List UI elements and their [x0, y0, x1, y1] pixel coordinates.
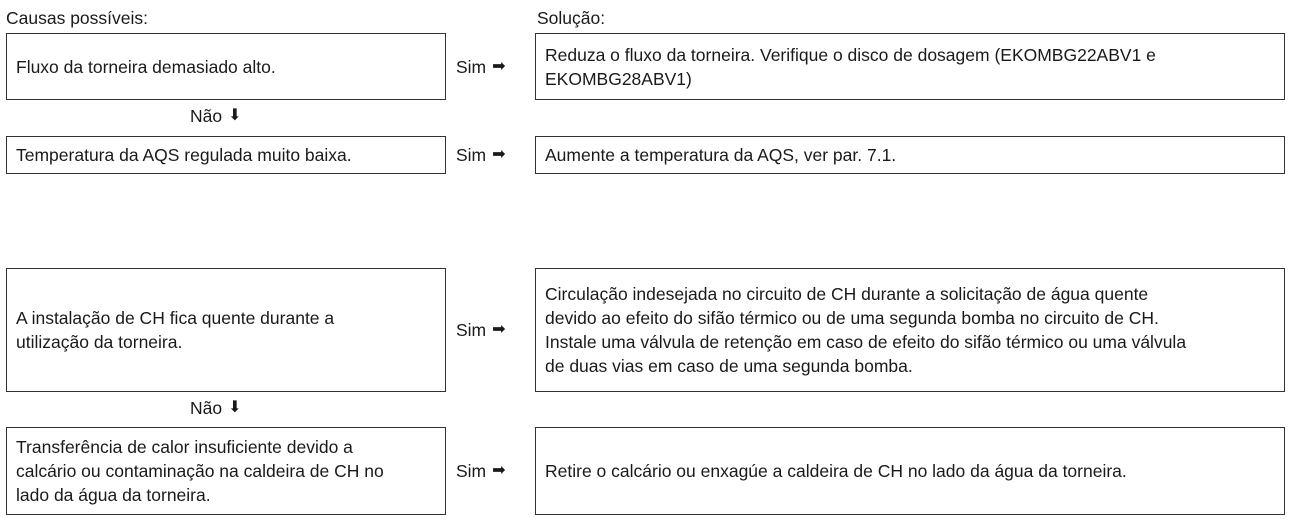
solution-box [535, 427, 1285, 515]
cause-text: A instalação de CH fica quente durante a utilização da torneira. [16, 308, 335, 352]
cause-box [6, 268, 446, 392]
solution-box [535, 136, 1285, 174]
yes-label: Sim [456, 56, 487, 77]
solution-text: Retire o calcário ou enxagúe a caldeira de CH no lado da água da torneira. [545, 461, 1127, 481]
solution-box [535, 268, 1285, 392]
no-label: Não [190, 398, 223, 418]
cause-box [6, 427, 446, 515]
arrow-down-icon: ⬇ [228, 107, 242, 124]
causes-header: Causas possíveis: [6, 8, 149, 28]
yes-connector [456, 427, 526, 515]
no-connector [190, 396, 242, 420]
solution-header: Solução: [537, 8, 606, 28]
arrow-right-icon: ➡ [492, 321, 506, 338]
yes-label: Sim [456, 461, 487, 481]
yes-label: Sim [456, 145, 487, 165]
cause-text: Fluxo da torneira demasiado alto. [16, 56, 276, 77]
arrow-right-icon: ➡ [492, 462, 506, 479]
solution-box [535, 33, 1285, 100]
arrow-down-icon: ⬇ [228, 399, 242, 416]
cause-box [6, 136, 446, 174]
cause-box [6, 33, 446, 100]
cause-text: Temperatura da AQS regulada muito baixa. [16, 145, 352, 165]
cause-text: Transferência de calor insuficiente devido a calcário ou contaminação na caldeira de CH no lado da água da torneira. [16, 437, 384, 505]
yes-label: Sim [456, 320, 487, 340]
no-connector [190, 104, 242, 128]
yes-connector [456, 136, 526, 174]
arrow-right-icon: ➡ [492, 57, 506, 75]
solution-text: Circulação indesejada no circuito de CH durante a solicitação de água quente devido ao efeito do sifão térmico ou de uma segunda bomba no circuito de CH. Instale uma válvula de retenção em caso de efeito do sifão térmico ou uma válvula de duas vias em caso de uma segunda bomba. [545, 284, 1187, 376]
yes-connector [456, 33, 526, 100]
no-label: Não [190, 106, 223, 126]
solution-text: Reduza o fluxo da torneira. Verifique o disco de dosagem (EKOMBG22ABV1 e EKOMBG28ABV1) [545, 44, 1156, 89]
solution-text: Aumente a temperatura da AQS, ver par. 7.1. [545, 145, 897, 165]
yes-connector [456, 268, 526, 392]
arrow-right-icon: ➡ [492, 146, 506, 163]
